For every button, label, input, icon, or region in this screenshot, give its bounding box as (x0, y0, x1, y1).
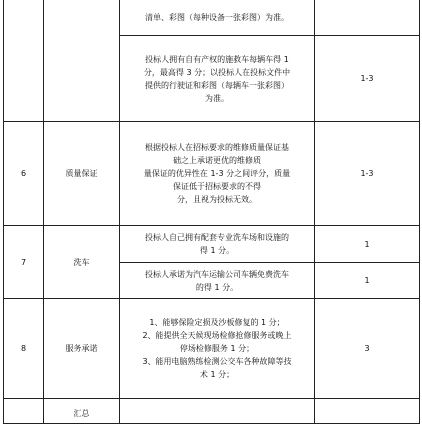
cell-criteria (120, 226, 314, 262)
criteria-line: 停场检修服务 1 分； (179, 344, 255, 353)
cell-score (315, 0, 419, 35)
criteria-text (120, 11, 314, 24)
criteria-text (120, 53, 314, 105)
cell-item-row-0 (44, 0, 119, 121)
criteria-line: 2、能提供全天候现场检修抢修服务或晚上 (142, 331, 292, 340)
criteria-text (120, 316, 314, 381)
cell-score: 1 (364, 276, 370, 285)
criteria-text (120, 268, 314, 294)
criteria-line: 得 1 分。 (199, 246, 235, 255)
criteria-line: 提供的行驶证和彩图（每辆车一张彩图） (145, 80, 289, 90)
cell-criteria (120, 299, 314, 398)
criteria-line: 的得 1 分。 (195, 282, 239, 292)
criteria-text (120, 231, 314, 257)
criteria-line: 投标人拥有自有产权的施救车每辆车得 1 (145, 54, 289, 64)
criteria-line: 投标人承诺为汽车运输公司车辆免费洗车 (145, 269, 289, 279)
cell-criteria-summary (120, 399, 314, 423)
cell-criteria (120, 0, 314, 35)
cell-criteria (120, 263, 314, 298)
criteria-line: 为准。 (205, 93, 229, 103)
criteria-line: 根据投标人在招标要求的维修质量保证基 (145, 143, 289, 152)
criteria-line: 术 1 分； (199, 370, 235, 379)
cell-item-row-6: 质量保证 (65, 169, 98, 178)
cell-item-row-8: 服务承诺 (65, 344, 98, 353)
cell-no-row-6: 6 (20, 169, 27, 178)
criteria-line: 1、能够保险定损及沙板修复的 1 分； (149, 318, 285, 327)
cell-score: 3 (364, 344, 370, 353)
criteria-text (120, 141, 314, 206)
cell-no-row-8: 8 (20, 344, 27, 353)
cell-score: 1-3 (360, 74, 374, 83)
criteria-line: 清单、彩图（每种设备一张彩图）为准。 (145, 13, 289, 22)
cell-no-row-0 (4, 0, 43, 121)
criteria-line: 量保证的优异性在 1-3 分之间评分，质量 (143, 169, 291, 178)
cell-criteria (120, 36, 314, 121)
cell-score: 1 (364, 239, 370, 249)
criteria-line: 投标人自己拥有配套专业洗车场和设施的 (145, 233, 289, 242)
criteria-line: 础之上承诺更优的维修质 (173, 156, 261, 165)
criteria-line: 保证低于招标要求的不得 (173, 182, 261, 191)
cell-criteria (120, 122, 314, 225)
cell-score-summary (315, 399, 419, 423)
cell-item-summary: 汇总 (73, 409, 90, 418)
cell-no-row-7: 7 (20, 257, 27, 267)
criteria-line: 3、能用电脑熟练检测公交车各种故障等技 (142, 357, 292, 366)
cell-score: 1-3 (360, 169, 374, 178)
criteria-line: 分，且视为投标无效。 (177, 195, 257, 204)
criteria-line: 分，最高得 3 分；以投标人在投标文件中 (143, 67, 291, 77)
cell-item-row-7: 洗车 (73, 257, 90, 267)
cell-no-summary (4, 399, 43, 423)
